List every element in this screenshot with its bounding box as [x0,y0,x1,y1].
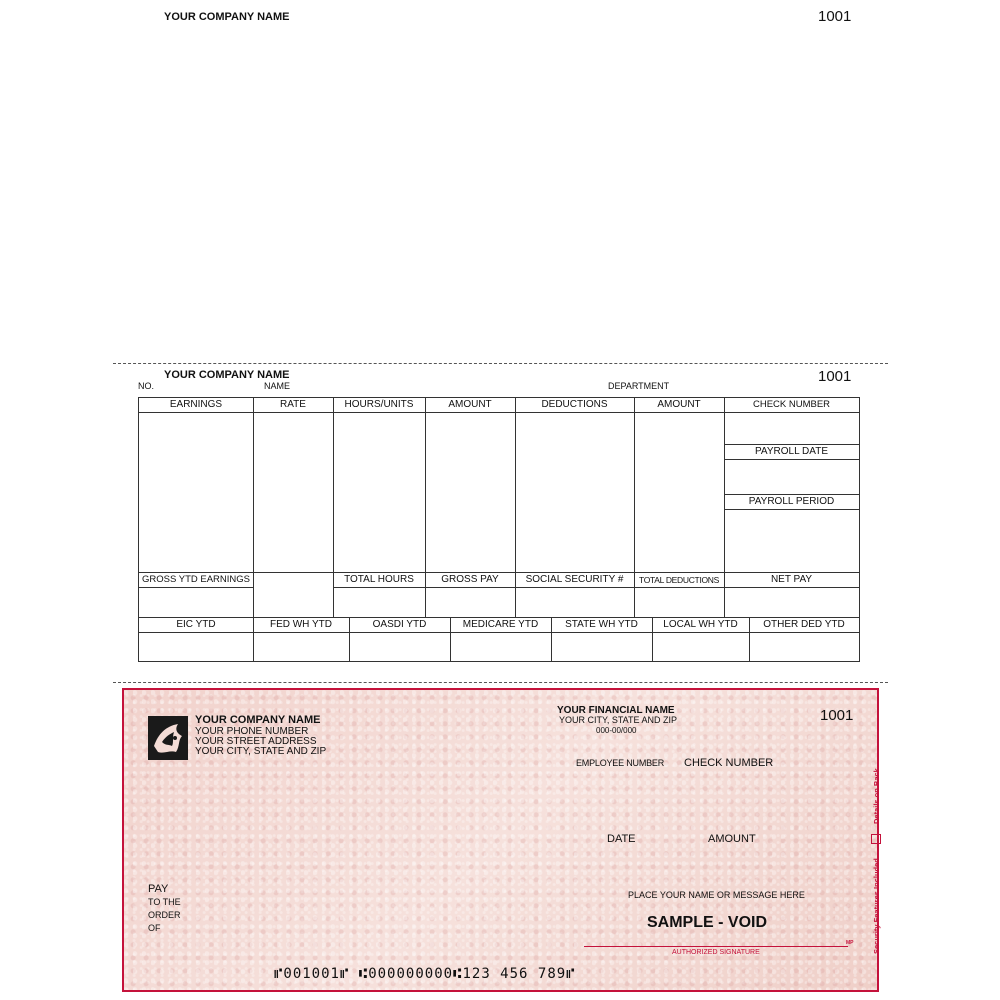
bank-name: YOUR FINANCIAL NAME [557,705,675,716]
header-amount-deductions: AMOUNT [657,399,701,410]
header-check-number: CHECK NUMBER [752,399,831,410]
stub-check-number: 1001 [818,368,852,385]
order-label: ORDER [148,910,181,920]
micr-line: ⑈001001⑈ ⑆000000000⑆123 456 789⑈ [274,966,576,982]
mp-mark: MP [846,940,854,946]
check-company-name: YOUR COMPANY NAME [195,714,321,726]
header-other-ded-ytd: OTHER DED YTD [763,619,845,630]
header-deductions: DEDUCTIONS [541,399,608,410]
header-total-hours: TOTAL HOURS [344,574,414,585]
amount-label: AMOUNT [708,833,756,845]
header-hours-units: HOURS/UNITS [344,399,414,410]
custom-message: PLACE YOUR NAME OR MESSAGE HERE [628,890,805,900]
check-company-city: YOUR CITY, STATE AND ZIP [195,746,327,757]
stub-department-label: DEPARTMENT [608,381,670,391]
stub-name-label: NAME [264,381,291,391]
header-gross-pay: GROSS PAY [441,574,499,585]
top-company-name: YOUR COMPANY NAME [164,11,290,23]
perforation-line-top [113,363,888,364]
earnings-grid [138,397,860,662]
bank-city: YOUR CITY, STATE AND ZIP [559,715,678,725]
check-number-label: CHECK NUMBER [684,757,774,769]
header-net-pay: NET PAY [770,574,813,585]
security-features-text: Security Features Included [872,858,881,954]
header-local-wh-ytd: LOCAL WH YTD [663,619,738,630]
check-number: 1001 [820,707,854,724]
grid-line-totals-header-a [139,587,253,588]
check-body [122,688,879,992]
header-payroll-period: PAYROLL PERIOD [748,496,835,507]
pay-label: PAY [148,883,169,895]
of-label: OF [148,923,161,933]
perforation-line-bottom [113,682,888,683]
header-gross-ytd-earnings: GROSS YTD EARNINGS [141,574,251,585]
header-social-security: SOCIAL SECURITY # [525,574,624,585]
header-payroll-date: PAYROLL DATE [755,446,828,457]
top-check-number: 1001 [818,8,852,25]
header-state-wh-ytd: STATE WH YTD [565,619,638,630]
routing-fraction: 000-00/000 [596,726,637,735]
grid-line-totals-header-b [333,587,859,588]
grid-col-1 [253,398,254,617]
header-medicare-ytd: MEDICARE YTD [462,619,539,630]
grid-line-header [139,412,859,413]
header-eic-ytd: EIC YTD [176,619,216,630]
header-oasdi-ytd: OASDI YTD [372,619,427,630]
header-fed-wh-ytd: FED WH YTD [269,619,333,630]
grid-line-ytd-header [139,632,859,633]
authorized-signature-label: AUTHORIZED SIGNATURE [672,949,760,956]
header-total-deductions: TOTAL DEDUCTIONS [638,575,720,585]
employee-number-label: EMPLOYEE NUMBER [576,758,665,768]
padlock-icon [871,834,881,844]
grid-line-payroll-date-bottom [724,459,859,460]
company-logo-icon [148,716,188,760]
header-earnings: EARNINGS [169,399,223,410]
check-company-street: YOUR STREET ADDRESS [195,736,317,747]
date-label: DATE [607,833,636,845]
stub-no-label: NO. [138,381,155,391]
header-rate: RATE [280,399,306,410]
grid-line-payroll-period-bottom [724,509,859,510]
stub-company-name: YOUR COMPANY NAME [164,369,290,381]
check-company-phone: YOUR PHONE NUMBER [195,726,309,737]
header-amount-earnings: AMOUNT [448,399,492,410]
details-on-back-text: Details on Back. [872,766,881,824]
sample-void-text: SAMPLE - VOID [647,914,768,931]
signature-line [584,946,848,947]
to-the-label: TO THE [148,897,181,907]
